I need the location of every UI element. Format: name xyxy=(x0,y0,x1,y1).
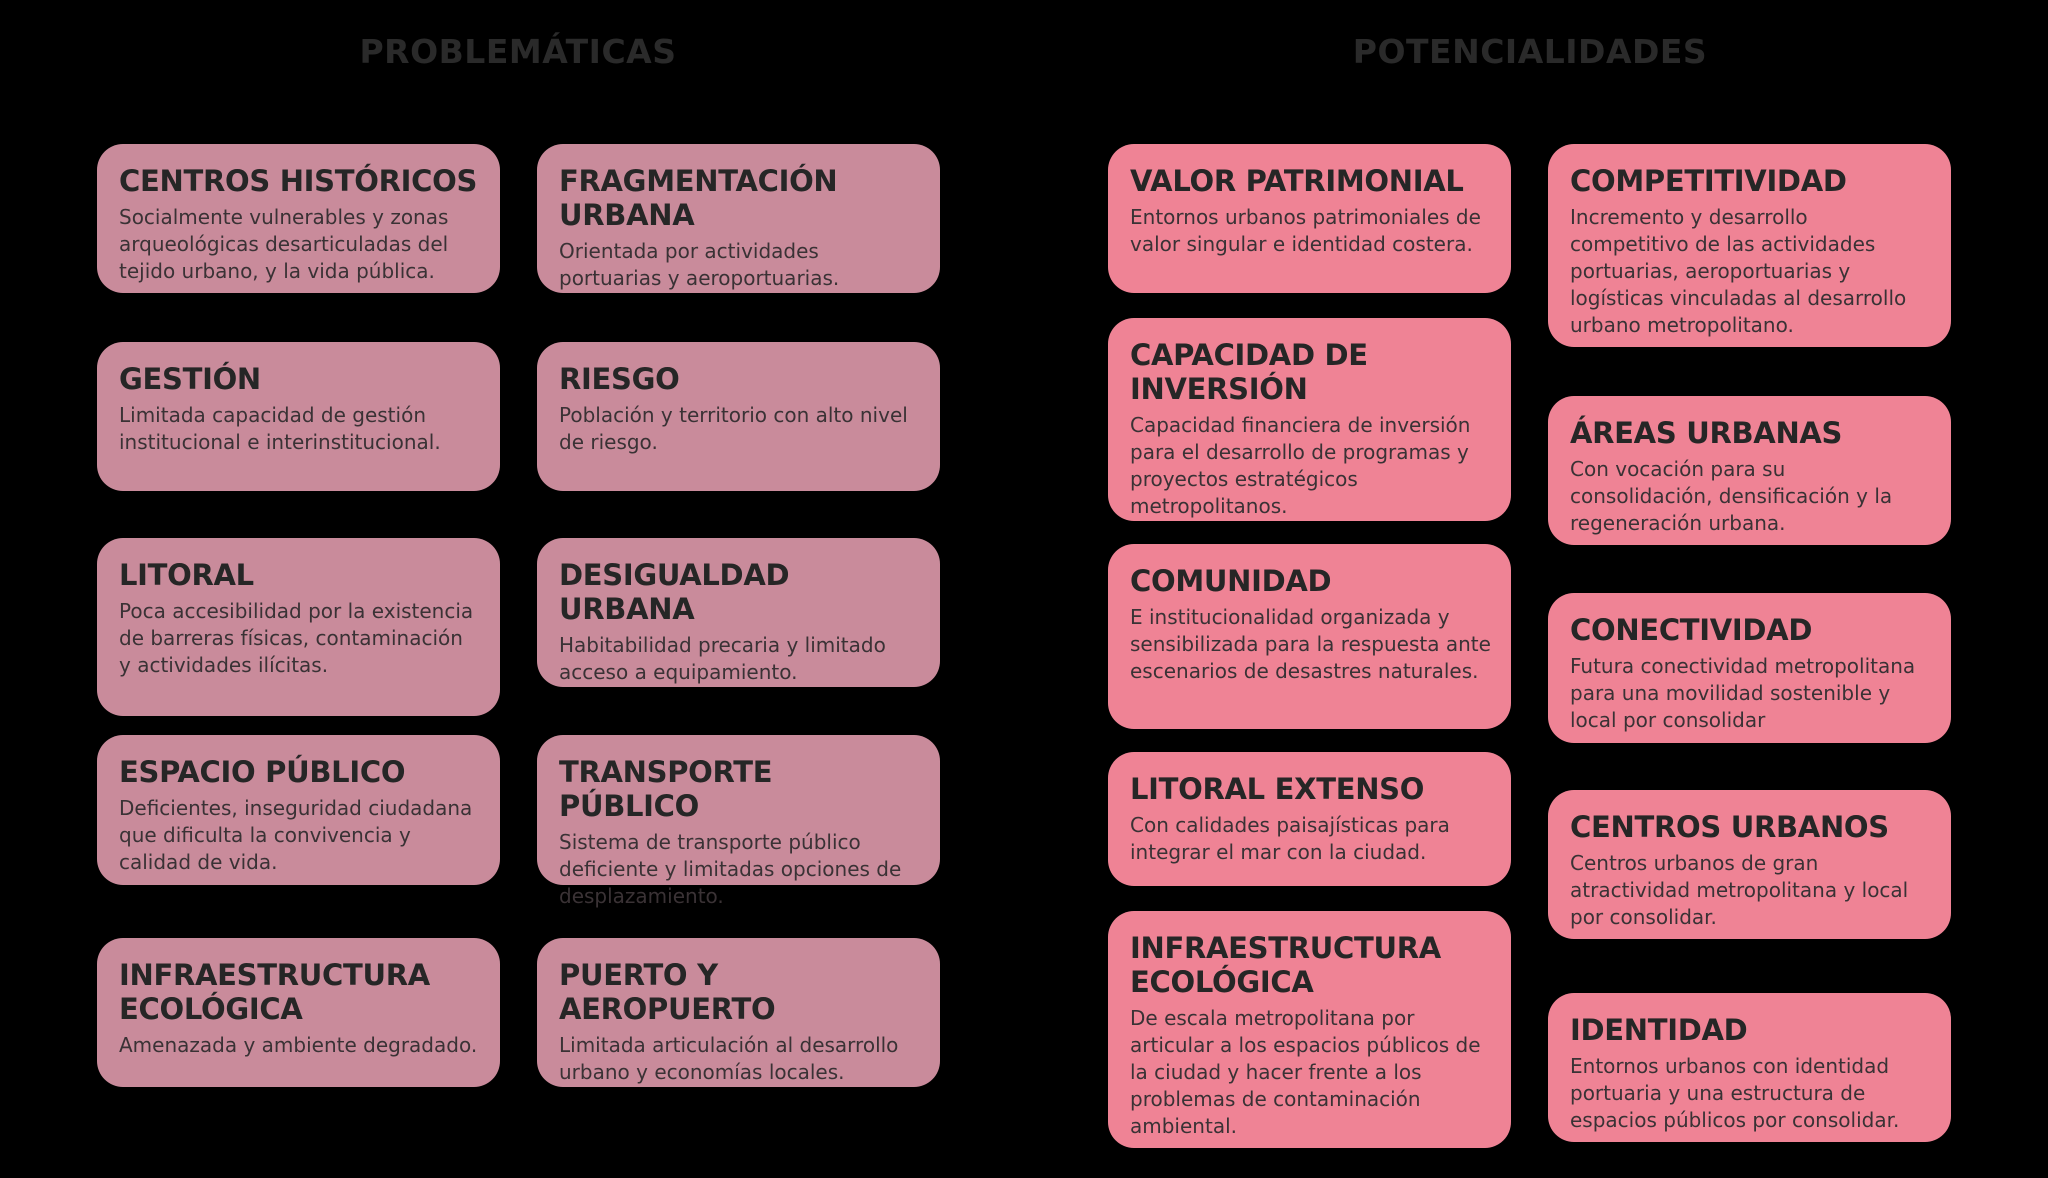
card-title: INFRAESTRUCTURA ECOLÓGICA xyxy=(1130,931,1441,999)
problem-card-transporte-publico xyxy=(537,735,940,908)
card-title: ÁREAS URBANAS xyxy=(1570,416,1843,450)
card-title: ESPACIO PÚBLICO xyxy=(119,755,406,789)
card-text: De escala metropolitana por articular a los espacios públicos de la ciudad y hacer frente a los problemas de contaminación ambiental. xyxy=(1130,1006,1481,1138)
card-text: Orientada por actividades portuarias y aeroportuarias. xyxy=(559,239,840,290)
card-title: CONECTIVIDAD xyxy=(1570,613,1813,647)
card-title: IDENTIDAD xyxy=(1570,1013,1748,1047)
card-title: CAPACIDAD DE INVERSIÓN xyxy=(1130,338,1368,406)
card-text: Limitada articulación al desarrollo urbano y economías locales. xyxy=(559,1033,899,1084)
card-text: Capacidad financiera de inversión para el desarrollo de programas y proyectos estratégicos metropolitanos. xyxy=(1130,413,1471,518)
card-text: Amenazada y ambiente degradado. xyxy=(119,1033,478,1057)
card-title: INFRAESTRUCTURA ECOLÓGICA xyxy=(119,958,430,1026)
potential-card-capacidad-de-inversion xyxy=(1108,318,1511,521)
problem-card-fragmentacion-urbana xyxy=(537,144,940,293)
card-text: Poca accesibilidad por la existencia de barreras físicas, contaminación y actividades ilícitas. xyxy=(119,599,474,677)
problem-card-centros-historicos xyxy=(97,144,500,293)
potential-card-areas-urbanas xyxy=(1548,396,1951,545)
card-title: RIESGO xyxy=(559,362,680,396)
potential-card-comunidad xyxy=(1108,544,1511,729)
potentials-header: POTENCIALIDADES xyxy=(1352,32,1708,71)
potential-card-identidad xyxy=(1548,993,1951,1142)
card-text: Centros urbanos de gran atractividad metropolitana y local por consolidar. xyxy=(1570,851,1909,929)
card-text: Con calidades paisajísticas para integrar el mar con la ciudad. xyxy=(1130,813,1450,864)
problem-card-desigualdad-urbana xyxy=(537,538,940,687)
card-title: PUERTO Y AEROPUERTO xyxy=(559,958,776,1026)
problem-card-gestion xyxy=(97,342,500,491)
card-text: E institucionalidad organizada y sensibilizada para la respuesta ante escenarios de desastres naturales. xyxy=(1130,605,1491,683)
potential-card-competitividad xyxy=(1548,144,1951,347)
card-text: Población y territorio con alto nivel de riesgo. xyxy=(559,403,908,454)
card-text: Socialmente vulnerables y zonas arqueológicas desarticuladas del tejido urbano, y la vida pública. xyxy=(119,205,449,283)
card-text: Futura conectividad metropolitana para una movilidad sostenible y local por consolidar xyxy=(1570,654,1916,732)
card-title: COMPETITIVIDAD xyxy=(1570,164,1847,198)
card-title: FRAGMENTACIÓN URBANA xyxy=(559,164,838,232)
card-text: Incremento y desarrollo competitivo de las actividades portuarias, aeroportuarias y logísticas vinculadas al desarrollo urbano metropolitano. xyxy=(1570,205,1907,337)
card-title: COMUNIDAD xyxy=(1130,564,1332,598)
card-text: Limitada capacidad de gestión institucional e interinstitucional. xyxy=(119,403,441,454)
problem-card-infraestructura-ecologica xyxy=(97,938,500,1087)
card-text: Con vocación para su consolidación, densificación y la regeneración urbana. xyxy=(1570,457,1893,535)
problem-card-litoral xyxy=(97,538,500,716)
problem-card-espacio-publico xyxy=(97,735,500,885)
potential-card-valor-patrimonial xyxy=(1108,144,1511,293)
card-text: Deficientes, inseguridad ciudadana que dificulta la convivencia y calidad de vida. xyxy=(119,796,473,874)
card-text: Sistema de transporte público deficiente y limitadas opciones de desplazamiento. xyxy=(559,830,902,908)
card-title: VALOR PATRIMONIAL xyxy=(1130,164,1464,198)
card-title: TRANSPORTE PÚBLICO xyxy=(559,755,773,823)
potential-card-litoral-extenso xyxy=(1108,752,1511,886)
card-text: Entornos urbanos patrimoniales de valor singular e identidad costera. xyxy=(1130,205,1481,256)
card-title: LITORAL xyxy=(119,558,254,592)
potential-card-conectividad xyxy=(1548,593,1951,743)
problem-card-riesgo xyxy=(537,342,940,491)
problems-header: PROBLEMÁTICAS xyxy=(359,32,677,71)
card-title: CENTROS HISTÓRICOS xyxy=(119,164,478,198)
card-title: LITORAL EXTENSO xyxy=(1130,772,1425,806)
problem-card-puerto-y-aeropuerto xyxy=(537,938,940,1087)
card-text: Entornos urbanos con identidad portuaria y una estructura de espacios públicos por consolidar. xyxy=(1570,1054,1900,1132)
potential-card-infraestructura-ecologica xyxy=(1108,911,1511,1148)
card-title: GESTIÓN xyxy=(119,362,261,396)
card-title: DESIGUALDAD URBANA xyxy=(559,558,790,626)
card-title: CENTROS URBANOS xyxy=(1570,810,1889,844)
potential-card-centros-urbanos xyxy=(1548,790,1951,939)
card-text: Habitabilidad precaria y limitado acceso a equipamiento. xyxy=(559,633,886,684)
